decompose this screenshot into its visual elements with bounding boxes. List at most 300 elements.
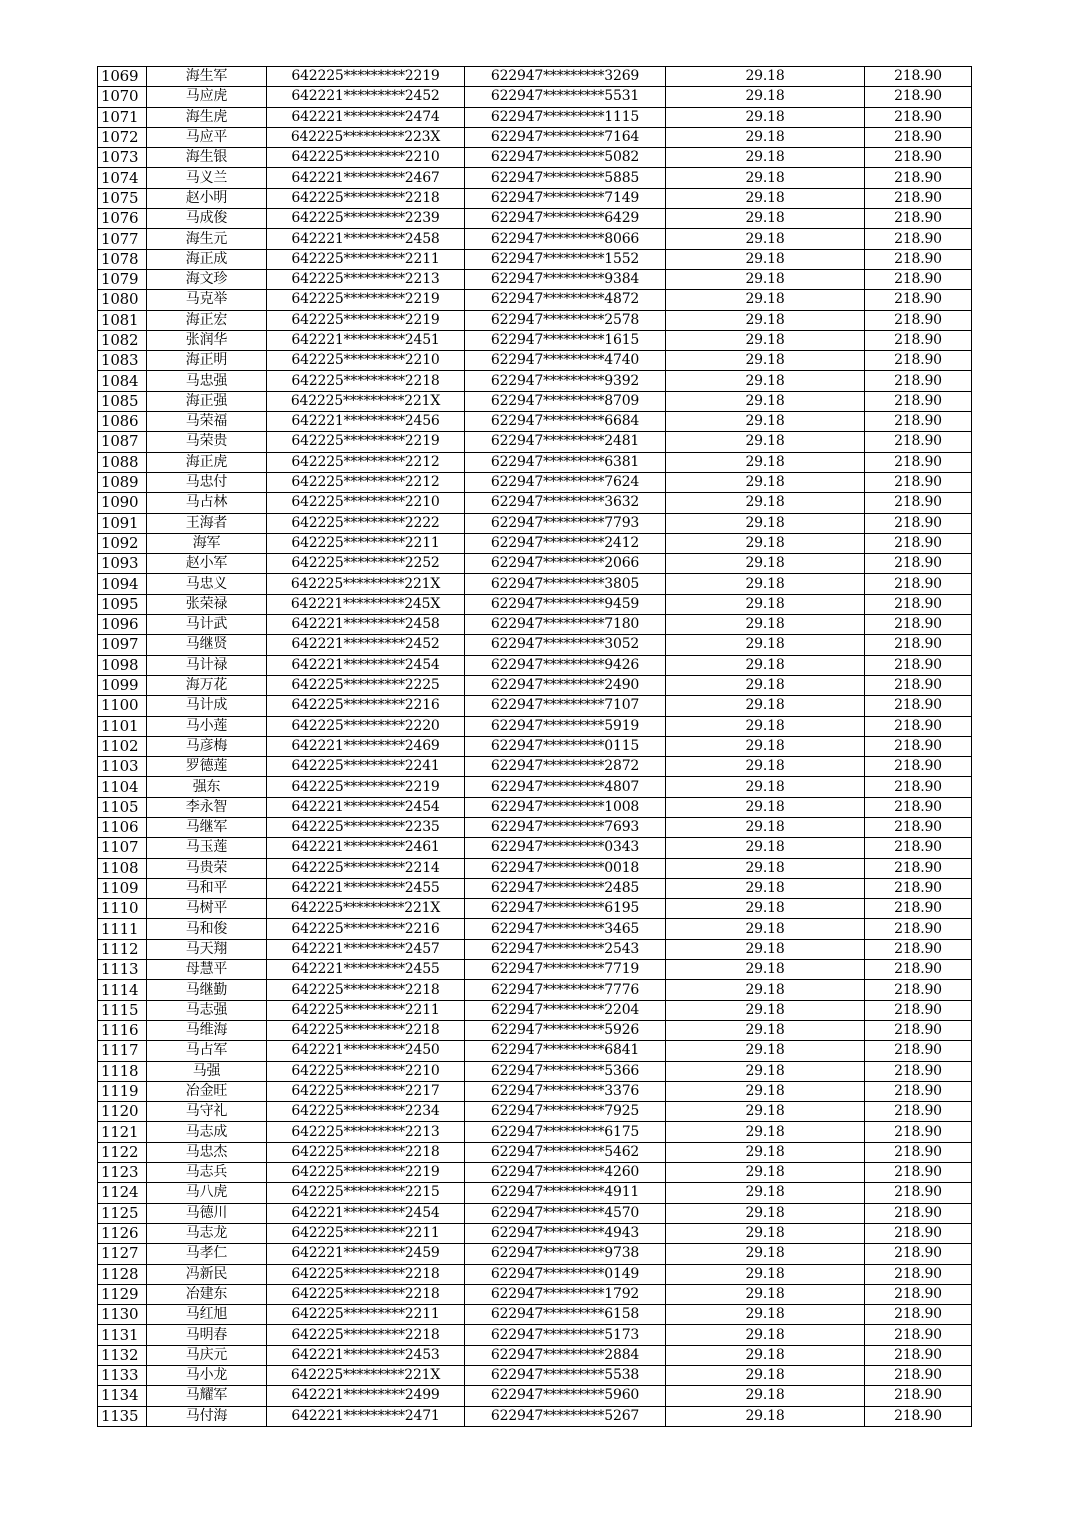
table-row [98,1122,972,1142]
row-number: 1122 [98,1142,147,1162]
account-number-cell: 622947*********8709 [465,391,666,411]
unit-amount-cell: 29.18 [666,1244,865,1264]
name-cell: 海正成 [147,249,267,269]
table-row [98,797,972,817]
row-number: 1105 [98,797,147,817]
total-amount-cell: 218.90 [865,1366,972,1386]
id-number-cell: 642225*********2225 [267,675,465,695]
id-number-cell: 642225*********2219 [267,1163,465,1183]
total-amount-cell: 218.90 [865,858,972,878]
table-body [98,67,972,1427]
id-number-cell: 642221*********2454 [267,1203,465,1223]
total-amount-cell: 218.90 [865,290,972,310]
unit-amount-cell: 29.18 [666,1366,865,1386]
table-row [98,736,972,756]
unit-amount-cell: 29.18 [666,1061,865,1081]
total-amount-cell: 218.90 [865,229,972,249]
row-number: 1104 [98,777,147,797]
row-number: 1085 [98,391,147,411]
unit-amount-cell: 29.18 [666,371,865,391]
row-number: 1079 [98,269,147,289]
account-number-cell: 622947*********2543 [465,939,666,959]
total-amount-cell: 218.90 [865,87,972,107]
id-number-cell: 642221*********2452 [267,87,465,107]
row-number: 1131 [98,1325,147,1345]
unit-amount-cell: 29.18 [666,696,865,716]
id-number-cell: 642225*********2211 [267,1000,465,1020]
id-number-cell: 642221*********2471 [267,1406,465,1426]
row-number: 1134 [98,1386,147,1406]
total-amount-cell: 218.90 [865,1325,972,1345]
row-number: 1086 [98,412,147,432]
total-amount-cell: 218.90 [865,797,972,817]
total-amount-cell: 218.90 [865,817,972,837]
table-row [98,87,972,107]
account-number-cell: 622947*********5926 [465,1020,666,1040]
id-number-cell: 642221*********2459 [267,1244,465,1264]
table-row [98,655,972,675]
id-number-cell: 642225*********221X [267,899,465,919]
total-amount-cell: 218.90 [865,452,972,472]
table-row [98,1163,972,1183]
id-number-cell: 642221*********245X [267,594,465,614]
row-number: 1100 [98,696,147,716]
account-number-cell: 622947*********2485 [465,878,666,898]
unit-amount-cell: 29.18 [666,919,865,939]
row-number: 1097 [98,635,147,655]
row-number: 1072 [98,127,147,147]
unit-amount-cell: 29.18 [666,838,865,858]
total-amount-cell: 218.90 [865,1102,972,1122]
unit-amount-cell: 29.18 [666,1163,865,1183]
total-amount-cell: 218.90 [865,1041,972,1061]
total-amount-cell: 218.90 [865,209,972,229]
table-row [98,919,972,939]
unit-amount-cell: 29.18 [666,452,865,472]
id-number-cell: 642225*********2220 [267,716,465,736]
account-number-cell: 622947*********5462 [465,1142,666,1162]
name-cell: 马志成 [147,1122,267,1142]
name-cell: 马志强 [147,1000,267,1020]
name-cell: 马守礼 [147,1102,267,1122]
account-number-cell: 622947*********2578 [465,310,666,330]
unit-amount-cell: 29.18 [666,1081,865,1101]
account-number-cell: 622947*********5531 [465,87,666,107]
account-number-cell: 622947*********6841 [465,1041,666,1061]
name-cell: 马继军 [147,817,267,837]
total-amount-cell: 218.90 [865,1244,972,1264]
total-amount-cell: 218.90 [865,675,972,695]
account-number-cell: 622947*********5919 [465,716,666,736]
unit-amount-cell: 29.18 [666,878,865,898]
total-amount-cell: 218.90 [865,1142,972,1162]
name-cell: 马明春 [147,1325,267,1345]
id-number-cell: 642225*********2210 [267,493,465,513]
name-cell: 马继勤 [147,980,267,1000]
row-number: 1112 [98,939,147,959]
unit-amount-cell: 29.18 [666,249,865,269]
name-cell: 马忠杰 [147,1142,267,1162]
name-cell: 马计禄 [147,655,267,675]
unit-amount-cell: 29.18 [666,1284,865,1304]
total-amount-cell: 218.90 [865,168,972,188]
unit-amount-cell: 29.18 [666,67,865,87]
table-row [98,1366,972,1386]
name-cell: 马忠强 [147,371,267,391]
account-number-cell: 622947*********7719 [465,960,666,980]
name-cell: 马贵荣 [147,858,267,878]
table-row [98,757,972,777]
total-amount-cell: 218.90 [865,980,972,1000]
total-amount-cell: 218.90 [865,696,972,716]
total-amount-cell: 218.90 [865,736,972,756]
total-amount-cell: 218.90 [865,899,972,919]
row-number: 1071 [98,107,147,127]
id-number-cell: 642225*********2218 [267,1264,465,1284]
account-number-cell: 622947*********7164 [465,127,666,147]
unit-amount-cell: 29.18 [666,1020,865,1040]
table-row [98,1142,972,1162]
id-number-cell: 642225*********2213 [267,269,465,289]
table-row [98,533,972,553]
name-cell: 马小龙 [147,1366,267,1386]
account-number-cell: 622947*********7149 [465,188,666,208]
account-number-cell: 622947*********7107 [465,696,666,716]
name-cell: 马志兵 [147,1163,267,1183]
total-amount-cell: 218.90 [865,107,972,127]
account-number-cell: 622947*********0115 [465,736,666,756]
id-number-cell: 642225*********2239 [267,209,465,229]
unit-amount-cell: 29.18 [666,1203,865,1223]
table-row [98,574,972,594]
table-row [98,148,972,168]
id-number-cell: 642225*********2218 [267,1142,465,1162]
unit-amount-cell: 29.18 [666,310,865,330]
total-amount-cell: 218.90 [865,1183,972,1203]
row-number: 1091 [98,513,147,533]
account-number-cell: 622947*********3632 [465,493,666,513]
name-cell: 马树平 [147,899,267,919]
table-row [98,1284,972,1304]
total-amount-cell: 218.90 [865,716,972,736]
unit-amount-cell: 29.18 [666,980,865,1000]
id-number-cell: 642225*********2215 [267,1183,465,1203]
row-number: 1096 [98,615,147,635]
name-cell: 李永智 [147,797,267,817]
account-number-cell: 622947*********7925 [465,1102,666,1122]
row-number: 1084 [98,371,147,391]
id-number-cell: 642225*********2219 [267,290,465,310]
name-cell: 海正明 [147,351,267,371]
row-number: 1082 [98,330,147,350]
name-cell: 马忠付 [147,472,267,492]
unit-amount-cell: 29.18 [666,635,865,655]
total-amount-cell: 218.90 [865,919,972,939]
id-number-cell: 642225*********2210 [267,1061,465,1081]
row-number: 1090 [98,493,147,513]
name-cell: 马红旭 [147,1305,267,1325]
name-cell: 马八虎 [147,1183,267,1203]
table-row [98,127,972,147]
table-row [98,1244,972,1264]
account-number-cell: 622947*********1115 [465,107,666,127]
total-amount-cell: 218.90 [865,493,972,513]
unit-amount-cell: 29.18 [666,736,865,756]
total-amount-cell: 218.90 [865,269,972,289]
row-number: 1103 [98,757,147,777]
row-number: 1120 [98,1102,147,1122]
account-number-cell: 622947*********2412 [465,533,666,553]
total-amount-cell: 218.90 [865,635,972,655]
name-cell: 海生军 [147,67,267,87]
table-row [98,1000,972,1020]
id-number-cell: 642221*********2467 [267,168,465,188]
unit-amount-cell: 29.18 [666,148,865,168]
row-number: 1132 [98,1345,147,1365]
table-row [98,1325,972,1345]
row-number: 1089 [98,472,147,492]
name-cell: 马付海 [147,1406,267,1426]
name-cell: 海生银 [147,148,267,168]
row-number: 1124 [98,1183,147,1203]
id-number-cell: 642221*********2454 [267,655,465,675]
total-amount-cell: 218.90 [865,391,972,411]
name-cell: 海军 [147,533,267,553]
total-amount-cell: 218.90 [865,960,972,980]
row-number: 1114 [98,980,147,1000]
table-row [98,290,972,310]
account-number-cell: 622947*********2066 [465,554,666,574]
id-number-cell: 642221*********2461 [267,838,465,858]
unit-amount-cell: 29.18 [666,127,865,147]
row-number: 1128 [98,1264,147,1284]
name-cell: 马克举 [147,290,267,310]
table-row [98,716,972,736]
unit-amount-cell: 29.18 [666,412,865,432]
id-number-cell: 642225*********2210 [267,351,465,371]
row-number: 1113 [98,960,147,980]
total-amount-cell: 218.90 [865,371,972,391]
id-number-cell: 642225*********2218 [267,371,465,391]
unit-amount-cell: 29.18 [666,899,865,919]
unit-amount-cell: 29.18 [666,432,865,452]
id-number-cell: 642225*********2218 [267,188,465,208]
table-row [98,67,972,87]
row-number: 1107 [98,838,147,858]
id-number-cell: 642225*********2219 [267,777,465,797]
account-number-cell: 622947*********4260 [465,1163,666,1183]
id-number-cell: 642225*********2219 [267,310,465,330]
account-number-cell: 622947*********2481 [465,432,666,452]
unit-amount-cell: 29.18 [666,472,865,492]
account-number-cell: 622947*********9738 [465,1244,666,1264]
account-number-cell: 622947*********6175 [465,1122,666,1142]
unit-amount-cell: 29.18 [666,858,865,878]
id-number-cell: 642225*********2252 [267,554,465,574]
id-number-cell: 642221*********2450 [267,1041,465,1061]
name-cell: 马天翔 [147,939,267,959]
total-amount-cell: 218.90 [865,188,972,208]
account-number-cell: 622947*********8066 [465,229,666,249]
unit-amount-cell: 29.18 [666,391,865,411]
account-number-cell: 622947*********0343 [465,838,666,858]
unit-amount-cell: 29.18 [666,757,865,777]
unit-amount-cell: 29.18 [666,1223,865,1243]
id-number-cell: 642221*********2451 [267,330,465,350]
name-cell: 马庆元 [147,1345,267,1365]
name-cell: 马孝仁 [147,1244,267,1264]
total-amount-cell: 218.90 [865,878,972,898]
id-number-cell: 642221*********2469 [267,736,465,756]
unit-amount-cell: 29.18 [666,513,865,533]
table-row [98,513,972,533]
table-row [98,1102,972,1122]
account-number-cell: 622947*********6158 [465,1305,666,1325]
id-number-cell: 642225*********2213 [267,1122,465,1142]
unit-amount-cell: 29.18 [666,1305,865,1325]
name-cell: 马继贤 [147,635,267,655]
name-cell: 母慧平 [147,960,267,980]
account-number-cell: 622947*********5082 [465,148,666,168]
table-row [98,472,972,492]
unit-amount-cell: 29.18 [666,574,865,594]
id-number-cell: 642221*********2474 [267,107,465,127]
total-amount-cell: 218.90 [865,574,972,594]
name-cell: 赵小明 [147,188,267,208]
table-row [98,310,972,330]
account-number-cell: 622947*********0149 [465,1264,666,1284]
total-amount-cell: 218.90 [865,655,972,675]
row-number: 1133 [98,1366,147,1386]
name-cell: 马彦梅 [147,736,267,756]
account-number-cell: 622947*********4570 [465,1203,666,1223]
row-number: 1135 [98,1406,147,1426]
table-row [98,432,972,452]
row-number: 1111 [98,919,147,939]
name-cell: 海正虎 [147,452,267,472]
name-cell: 马志龙 [147,1223,267,1243]
unit-amount-cell: 29.18 [666,493,865,513]
id-number-cell: 642225*********221X [267,574,465,594]
unit-amount-cell: 29.18 [666,1325,865,1345]
table-row [98,899,972,919]
name-cell: 海万花 [147,675,267,695]
table-row [98,351,972,371]
total-amount-cell: 218.90 [865,330,972,350]
account-number-cell: 622947*********7180 [465,615,666,635]
account-number-cell: 622947*********5538 [465,1366,666,1386]
id-number-cell: 642225*********2211 [267,249,465,269]
row-number: 1117 [98,1041,147,1061]
name-cell: 马占林 [147,493,267,513]
row-number: 1130 [98,1305,147,1325]
id-number-cell: 642225*********2212 [267,452,465,472]
table-row [98,1345,972,1365]
id-number-cell: 642221*********2455 [267,960,465,980]
row-number: 1094 [98,574,147,594]
unit-amount-cell: 29.18 [666,1041,865,1061]
name-cell: 张荣禄 [147,594,267,614]
unit-amount-cell: 29.18 [666,87,865,107]
table-row [98,980,972,1000]
name-cell: 张润华 [147,330,267,350]
unit-amount-cell: 29.18 [666,1102,865,1122]
account-number-cell: 622947*********0018 [465,858,666,878]
total-amount-cell: 218.90 [865,1406,972,1426]
id-number-cell: 642225*********2218 [267,980,465,1000]
unit-amount-cell: 29.18 [666,797,865,817]
account-number-cell: 622947*********1615 [465,330,666,350]
row-number: 1116 [98,1020,147,1040]
row-number: 1073 [98,148,147,168]
total-amount-cell: 218.90 [865,127,972,147]
id-number-cell: 642225*********2214 [267,858,465,878]
table-row [98,1223,972,1243]
row-number: 1088 [98,452,147,472]
total-amount-cell: 218.90 [865,1223,972,1243]
unit-amount-cell: 29.18 [666,655,865,675]
unit-amount-cell: 29.18 [666,209,865,229]
id-number-cell: 642221*********2499 [267,1386,465,1406]
total-amount-cell: 218.90 [865,412,972,432]
account-number-cell: 622947*********6429 [465,209,666,229]
total-amount-cell: 218.90 [865,1203,972,1223]
account-number-cell: 622947*********6684 [465,412,666,432]
table-row [98,939,972,959]
total-amount-cell: 218.90 [865,310,972,330]
row-number: 1076 [98,209,147,229]
row-number: 1126 [98,1223,147,1243]
name-cell: 冶金旺 [147,1081,267,1101]
row-number: 1070 [98,87,147,107]
total-amount-cell: 218.90 [865,1000,972,1020]
unit-amount-cell: 29.18 [666,1264,865,1284]
unit-amount-cell: 29.18 [666,330,865,350]
row-number: 1115 [98,1000,147,1020]
name-cell: 马占军 [147,1041,267,1061]
account-number-cell: 622947*********4872 [465,290,666,310]
account-number-cell: 622947*********5885 [465,168,666,188]
table-row [98,1386,972,1406]
total-amount-cell: 218.90 [865,1122,972,1142]
account-number-cell: 622947*********2884 [465,1345,666,1365]
total-amount-cell: 218.90 [865,472,972,492]
payment-table [97,66,972,1427]
name-cell: 强东 [147,777,267,797]
name-cell: 马计成 [147,696,267,716]
table-row [98,635,972,655]
unit-amount-cell: 29.18 [666,229,865,249]
row-number: 1083 [98,351,147,371]
id-number-cell: 642225*********2212 [267,472,465,492]
id-number-cell: 642225*********2219 [267,67,465,87]
total-amount-cell: 218.90 [865,351,972,371]
total-amount-cell: 218.90 [865,1305,972,1325]
row-number: 1078 [98,249,147,269]
name-cell: 马义兰 [147,168,267,188]
table-row [98,269,972,289]
id-number-cell: 642225*********2211 [267,533,465,553]
table-row [98,554,972,574]
total-amount-cell: 218.90 [865,1061,972,1081]
table-row [98,1264,972,1284]
name-cell: 罗德莲 [147,757,267,777]
row-number: 1092 [98,533,147,553]
total-amount-cell: 218.90 [865,1284,972,1304]
table-row [98,675,972,695]
id-number-cell: 642225*********2218 [267,1284,465,1304]
table-row [98,1406,972,1426]
